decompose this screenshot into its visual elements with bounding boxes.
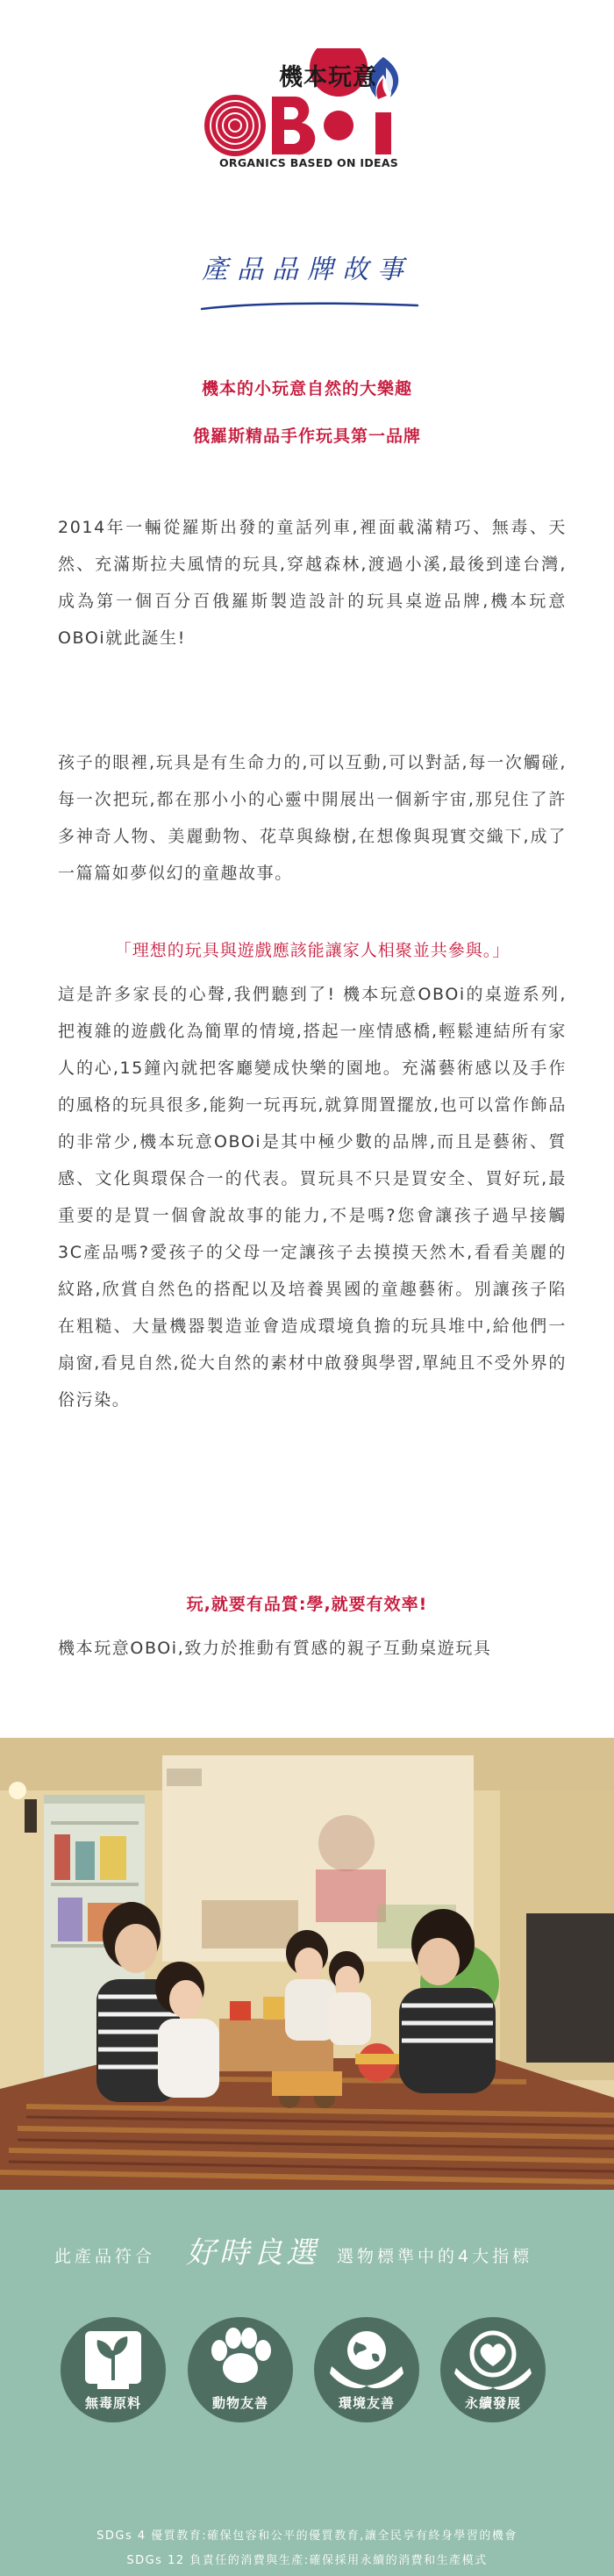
sdg-badge-eco-friendly	[312, 2315, 421, 2424]
story-paragraph-boardgames: 這是許多家長的心聲,我們聽到了! 機本玩意OBOi的桌遊系列,把複雜的遊戲化為簡單的情境,搭起一座情感橋,輕鬆連結所有家人的心,15鐘內就把客廳變成快樂的園地。充滿藝術感以及手作的風格的玩具很多,能夠一玩再玩,就算閒置擺放,也可以當作飾品的非常少,機本玩意OBOi是其中極少數的品牌,而且是藝術、質感、文化與環保合一的代表。買玩具不只是買安全、買好玩,最重要的是買一個會說故事的能力,不是嗎?您會讓孩子過早接觸3C產品嗎?愛孩子的父母一定讓孩子去摸摸天然木,看看美麗的紋路,欣賞自然色的搭配以及培養異國的童趣藝術。別讓孩子陷在粗糙、大量機器製造並會造成環境負擔的玩具堆中,給他們一扇窗,看見自然,從大自然的素材中啟發與學習,單純且不受外界的俗污染。	[58, 985, 567, 1410]
wood-ring-icon	[204, 95, 266, 156]
sdg-badge-non-toxic	[59, 2315, 168, 2424]
brand-tagline: ORGANICS BASED ON IDEAS	[219, 156, 399, 169]
sdg-badge-label: 永續發展	[464, 2395, 521, 2411]
highlight-quote: 「理想的玩具與遊戲應該能讓家人相聚並共參與。」	[114, 941, 510, 960]
sdg-badge-label: 無毒原料	[84, 2395, 141, 2411]
story-paragraph-origin: 2014年一輛從羅斯出發的童話列車,裡面載滿精巧、無毒、天然、充滿斯拉夫風情的玩具,穿越森林,渡過小溪,最後到達台灣,成為第一個百分百俄羅斯製造設計的玩具桌遊品牌,機本玩意OBOi就此誕生!	[58, 518, 567, 648]
sdg-badge-label: 環境友善	[338, 2395, 395, 2411]
brand-header	[0, 0, 614, 202]
title-underline	[200, 300, 419, 312]
sdg-badge-sustainable	[439, 2315, 547, 2424]
sdg-badge-label: 動物友善	[211, 2395, 268, 2411]
headline-secondary: 俄羅斯精品手作玩具第一品牌	[192, 427, 421, 446]
story-paragraph-imagination: 孩子的眼裡,玩具是有生命力的,可以互動,可以對話,每一次觸碰,每一次把玩,都在那小小的心靈中開展出一個新宇宙,那兒住了許多神奇人物、美麗動物、花草與綠樹,在想像與現實交織下,成了一篇篇如夢似幻的童趣故事。	[58, 753, 567, 883]
sdg-note-4: SDGs 4 優質教育:確保包容和公平的優質教育,讓全民享有終身學習的機會	[96, 2529, 518, 2543]
family-play-photo	[0, 1738, 614, 2190]
mission-statement: 機本玩意OBOi,致力於推動有質感的親子互動桌遊玩具	[58, 1639, 492, 1658]
slogan: 玩,就要有品質:學,就要有效率!	[186, 1595, 428, 1614]
headline-primary: 機本的小玩意自然的大樂趣	[201, 379, 412, 398]
sdg-intro-before: 此產品符合	[54, 2247, 156, 2266]
sdg-intro-after: 選物標準中的4大指標	[337, 2247, 533, 2266]
section-title: 產品品牌故事	[202, 255, 412, 285]
brand-name-zh: 機本玩意	[279, 64, 377, 91]
sdg-note-12: SDGs 12 負責任的消費與生產:確保採用永續的消費和生產模式	[126, 2554, 488, 2567]
sdg-section	[0, 2190, 614, 2576]
sdg-badge-animal-friendly	[186, 2315, 295, 2424]
sdg-brand-script: 好時良選	[186, 2235, 319, 2271]
